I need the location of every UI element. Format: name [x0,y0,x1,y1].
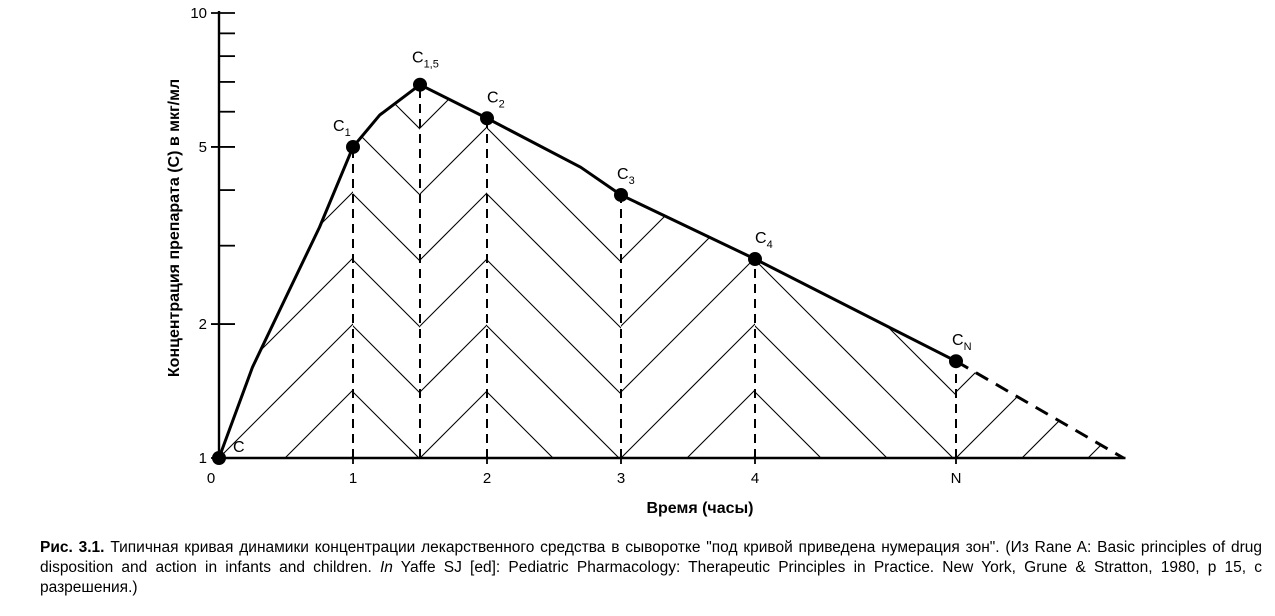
hatch-line [700,13,1145,458]
hatch-line [702,13,1147,458]
y-tick-label: 1 [198,450,207,467]
hatch-line [0,13,161,458]
hatch-line [1149,13,1275,458]
hatch-line [945,13,1275,458]
hatch-line [1154,13,1275,458]
hatch-line [568,13,1013,458]
hatch-line [1146,13,1275,458]
caption-text-part1: Типичная кривая динамики концентрации лекарственного средства в сыворотке "под кривой приведена нумерация зон". (Из Rane A: Basic principles of drug disposition and action in infants and children. [40,539,1262,576]
point-label-2: $C_1$ [333,117,351,139]
hatch-line [1036,13,1275,458]
hatch-line [0,13,274,458]
y-tick-label: 2 [198,316,207,334]
hatch-line [291,13,736,458]
hatch-line [0,13,425,458]
y-tick-label: 5 [198,138,207,156]
hatch-line [0,13,406,458]
concentration-curve [219,85,956,458]
hatch-line [0,13,157,458]
caption-italic-in: In [379,559,393,576]
hatch-line [621,13,1066,458]
x-tick-label: N [950,470,962,487]
hatch-line [0,13,4,458]
hatch-line [618,13,1063,458]
y-axis-title: Концентрация препарата (С) в мкг/мл [166,78,183,378]
hatch-line [508,13,953,458]
hatch-line [442,13,887,458]
hatch-line [1102,13,1275,458]
hatch-line [750,13,1195,458]
hatch-line [494,13,939,458]
hatch-line [879,13,1275,458]
hatch-line [156,13,601,458]
hatch-line [890,13,1275,458]
hatch-line [362,13,807,458]
data-point-3 [413,78,427,92]
hatch-line [370,13,815,458]
hatch-zone-1 [0,13,1275,458]
hatch-line [706,13,1151,458]
data-point-1 [212,451,226,465]
chart-labels [166,5,972,517]
hatch-line [417,13,862,458]
hatch-line [970,13,1275,458]
hatch-line [626,13,1071,458]
point-label-1: C [233,439,245,456]
hatch-line [90,13,535,458]
point-label-7: $C_N$ [952,332,972,354]
hatch-line [0,13,221,458]
hatch-line [0,13,293,458]
hatch-line [24,13,469,458]
caption-figure-label: Рис. 3.1. [40,539,105,556]
hatch-zone-7 [164,13,1275,458]
hatch-zone-5 [0,13,1275,458]
point-label-5: $C_3$ [617,165,635,187]
x-tick-label: 2 [482,470,492,487]
hatch-line [428,13,873,458]
x-tick-label: 4 [750,470,760,487]
hatch-line [172,13,617,458]
hatch-line [489,13,934,458]
x-tick-label: 0 [206,470,216,487]
hatch-zone-4 [0,13,1275,458]
hatch-line [824,13,1269,458]
hatch-line [951,13,1275,458]
x-axis-title: Время (часы) [646,500,754,517]
zone-boundaries [353,85,956,458]
hatch-line [87,13,532,458]
hatch-line [174,13,619,458]
hatch-line [0,13,268,458]
hatch-line [0,13,23,458]
hatch-line [0,13,421,458]
hatch-line [240,13,685,458]
hatch-line [0,13,29,458]
data-point-6 [748,252,762,266]
hatch-line [0,13,155,458]
hatch-line [0,13,73,458]
data-point-7 [949,354,963,368]
hatch-line [570,13,1015,458]
hatch-line [885,13,1275,458]
hatch-line [816,13,1261,458]
hatch-line [687,13,1132,458]
hatch-line [758,13,1203,458]
hatch-line [0,13,403,458]
hatch-line [834,13,1275,458]
hatch-line [0,13,70,458]
hatch-line [0,13,136,458]
hatch-line [634,13,1079,458]
hatch-line [372,13,817,458]
hatch-line [747,13,1192,458]
hatch-line [1080,13,1275,458]
hatch-line [0,13,89,458]
hatch-line [222,13,667,458]
hatch-line [0,13,289,458]
hatch-line [1083,13,1275,458]
hatch-line [772,13,1217,458]
hatch-line [164,13,609,458]
hatch-line [549,13,994,458]
hatch-line [0,13,271,458]
hatch-line [423,13,868,458]
figure-caption [40,538,1262,598]
hatch-line [1088,13,1275,458]
hatch-line [681,13,1126,458]
caption-text-part2: Yaffe SJ [ed]: Pediatric Pharmacology: Therapeutic Principles in Practice. New York, Grune & Stratton, 1980, p 15, с разрешения.) [40,559,1262,596]
hatch-line [0,13,223,458]
hatch-line [1220,13,1275,458]
hatch-line [438,13,883,458]
data-point-5 [614,188,628,202]
data-point-4 [480,111,494,125]
hatch-line [436,13,881,458]
data-point-2 [346,140,360,154]
hatch-line [306,13,751,458]
hatch-line [904,13,1275,458]
hatch-line [948,13,1275,458]
hatch-line [0,13,400,458]
hatch-line [574,13,1019,458]
hatch-fill [0,13,1275,458]
hatch-line [1212,13,1275,458]
hatch-line [882,13,1275,458]
hatch-line [159,13,604,458]
hatch-line [838,13,1275,458]
hatch-line [502,13,947,458]
data-points [212,78,963,465]
hatch-line [615,13,1060,458]
hatch-line [956,13,1275,458]
hatch-line [0,13,25,458]
hatch-line [768,13,1213,458]
hatch-line [0,13,227,458]
x-tick-label: 3 [616,470,626,487]
hatch-line [1017,13,1275,458]
hatch-line [219,13,664,458]
hatch-line [0,13,139,458]
hatch-line [504,13,949,458]
hatch-zone-6 [0,13,1275,458]
hatch-line [238,13,683,458]
hatch-line [1215,13,1275,458]
point-label-3: $C_{1,5}$ [412,49,439,71]
hatch-line [684,13,1129,458]
hatch-line [813,13,1258,458]
hatch-line [225,13,670,458]
point-label-6: $C_4$ [755,230,773,252]
axes [211,11,1126,464]
hatch-line [1014,13,1275,458]
hatch-line [1011,13,1275,458]
hatch-line [0,13,419,458]
point-label-4: $C_2$ [487,89,505,111]
hatch-line [1022,13,1275,458]
hatch-zone-3 [0,13,1275,458]
y-tick-label: 10 [190,5,207,22]
x-tick-label: 1 [348,470,358,487]
hatch-line [285,13,730,458]
hatch-line [0,13,95,458]
hatch-line [0,13,91,458]
hatch-line [560,13,1005,458]
extrapolated-curve [956,361,1124,458]
hatch-line [27,13,472,458]
hatch-line [296,13,741,458]
hatch-line [288,13,733,458]
hatch-line [230,13,675,458]
hatch-line [304,13,749,458]
